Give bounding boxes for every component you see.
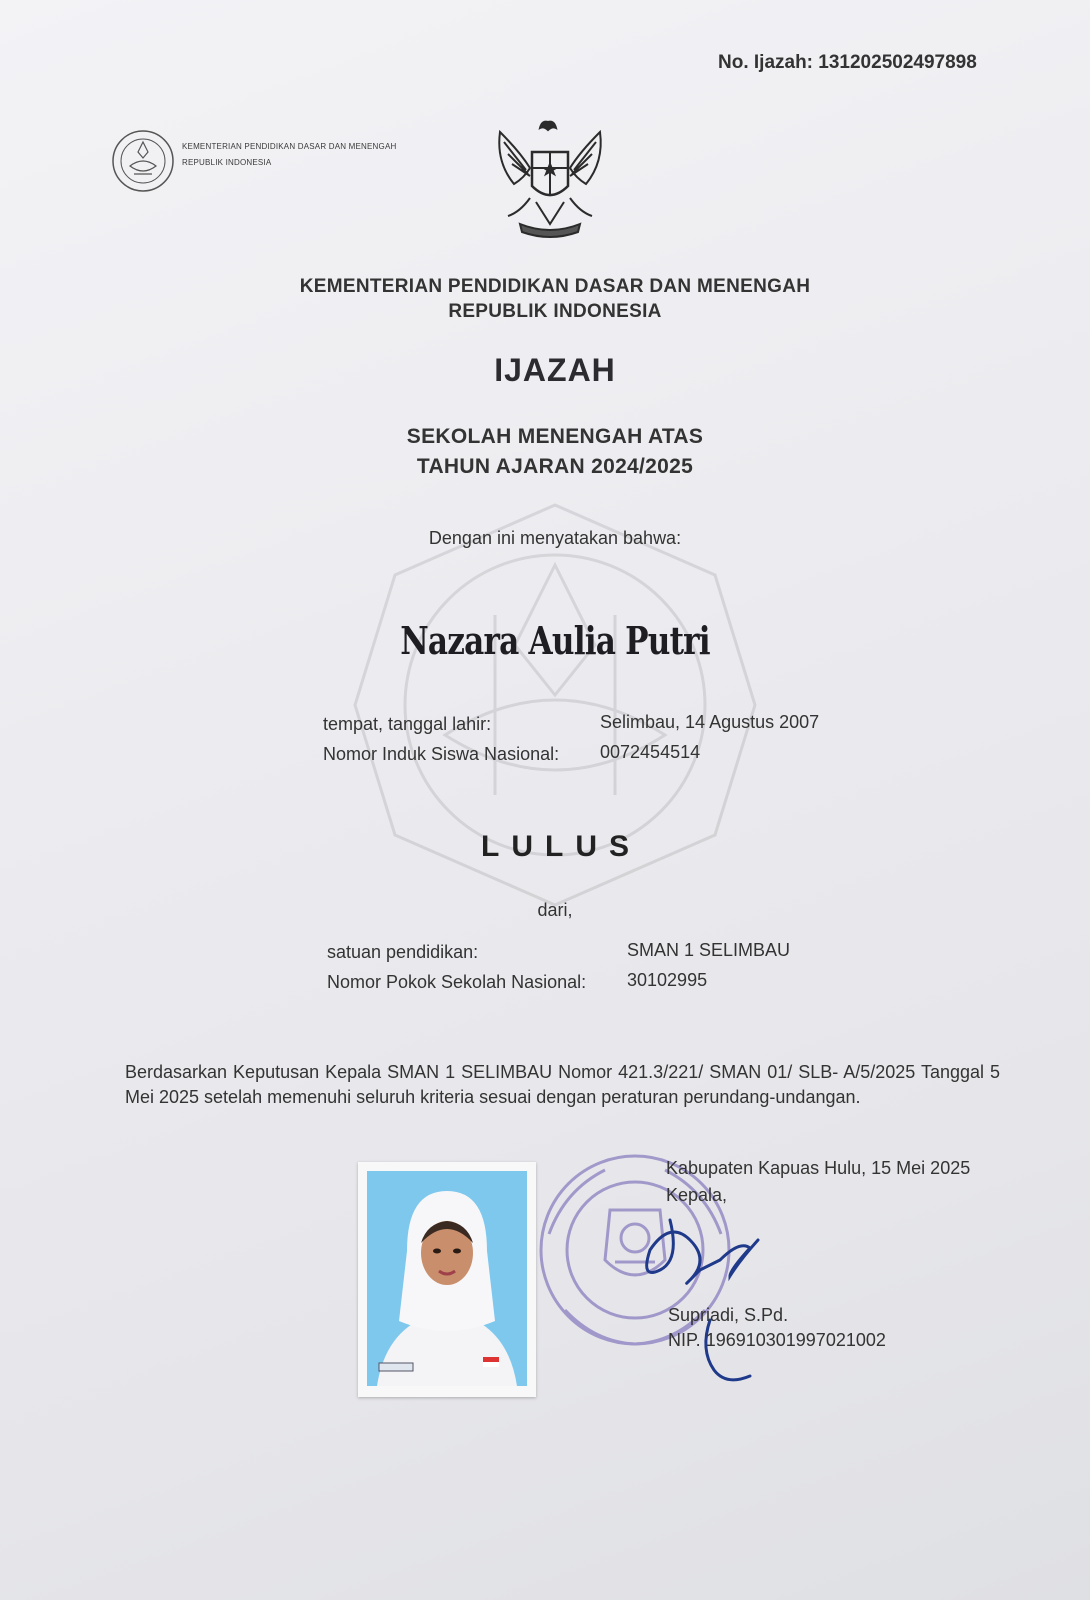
ministry-small-text — [182, 139, 396, 171]
place-date: Kabupaten Kapuas Hulu, 15 Mei 2025 — [666, 1158, 971, 1178]
school-unit-value: SMAN 1 SELIMBAU — [627, 940, 791, 960]
ministry-small-line-2: REPUBLIK INDONESIA — [182, 158, 272, 167]
academic-year: TAHUN AJARAN 2024/2025 — [416, 455, 694, 478]
ministry-line-2: REPUBLIK INDONESIA — [448, 301, 662, 322]
garuda-emblem-icon — [490, 112, 610, 247]
ijazah-number: No. Ijazah: 131202502497898 — [718, 52, 977, 73]
decision-basis-text: Berdasarkan Keputusan Kepala SMAN 1 SELIMBAU Nomor 421.3/221/ SMAN 01/ SLB- A/5/2025 Tanggal 5 Mei 2025 setelah memenuhi seluruh kriteria sesuai dengan peraturan perundang-undangan. — [125, 1062, 1000, 1107]
ministry-line-1: KEMENTERIAN PENDIDIKAN DASAR DAN MENENGAH — [299, 276, 811, 297]
student-photo — [358, 1162, 536, 1397]
ministry-small-line-1: KEMENTERIAN PENDIDIKAN DASAR DAN MENENGAH — [182, 142, 397, 151]
student-name: Nazara Aulia Putri — [400, 618, 710, 663]
document-title: IJAZAH — [494, 352, 616, 388]
signer-name: Supriadi, S.Pd. — [668, 1305, 789, 1325]
birth-value: Selimbau, 14 Agustus 2007 — [600, 712, 820, 732]
school-unit-label: satuan pendidikan: — [327, 942, 479, 962]
tut-wuri-handayani-logo-icon — [110, 128, 176, 194]
school-level-line-1: SEKOLAH MENENGAH ATAS — [406, 425, 704, 448]
graduation-result: LULUS — [481, 830, 641, 863]
nisn-value: 0072454514 — [600, 742, 701, 762]
ministry-heading — [0, 274, 1090, 324]
position-label: Kepala, — [666, 1185, 728, 1205]
from-text: dari, — [537, 900, 573, 920]
nisn-label: Nomor Induk Siswa Nasional: — [323, 744, 560, 764]
student-portrait-image — [367, 1171, 527, 1386]
statement-text: Dengan ini menyatakan bahwa: — [428, 528, 682, 548]
npsn-label: Nomor Pokok Sekolah Nasional: — [327, 972, 587, 992]
npsn-value: 30102995 — [627, 970, 708, 990]
school-level — [0, 422, 1090, 482]
birth-label: tempat, tanggal lahir: — [323, 714, 492, 734]
signer-nip: NIP. 196910301997021002 — [668, 1330, 886, 1350]
